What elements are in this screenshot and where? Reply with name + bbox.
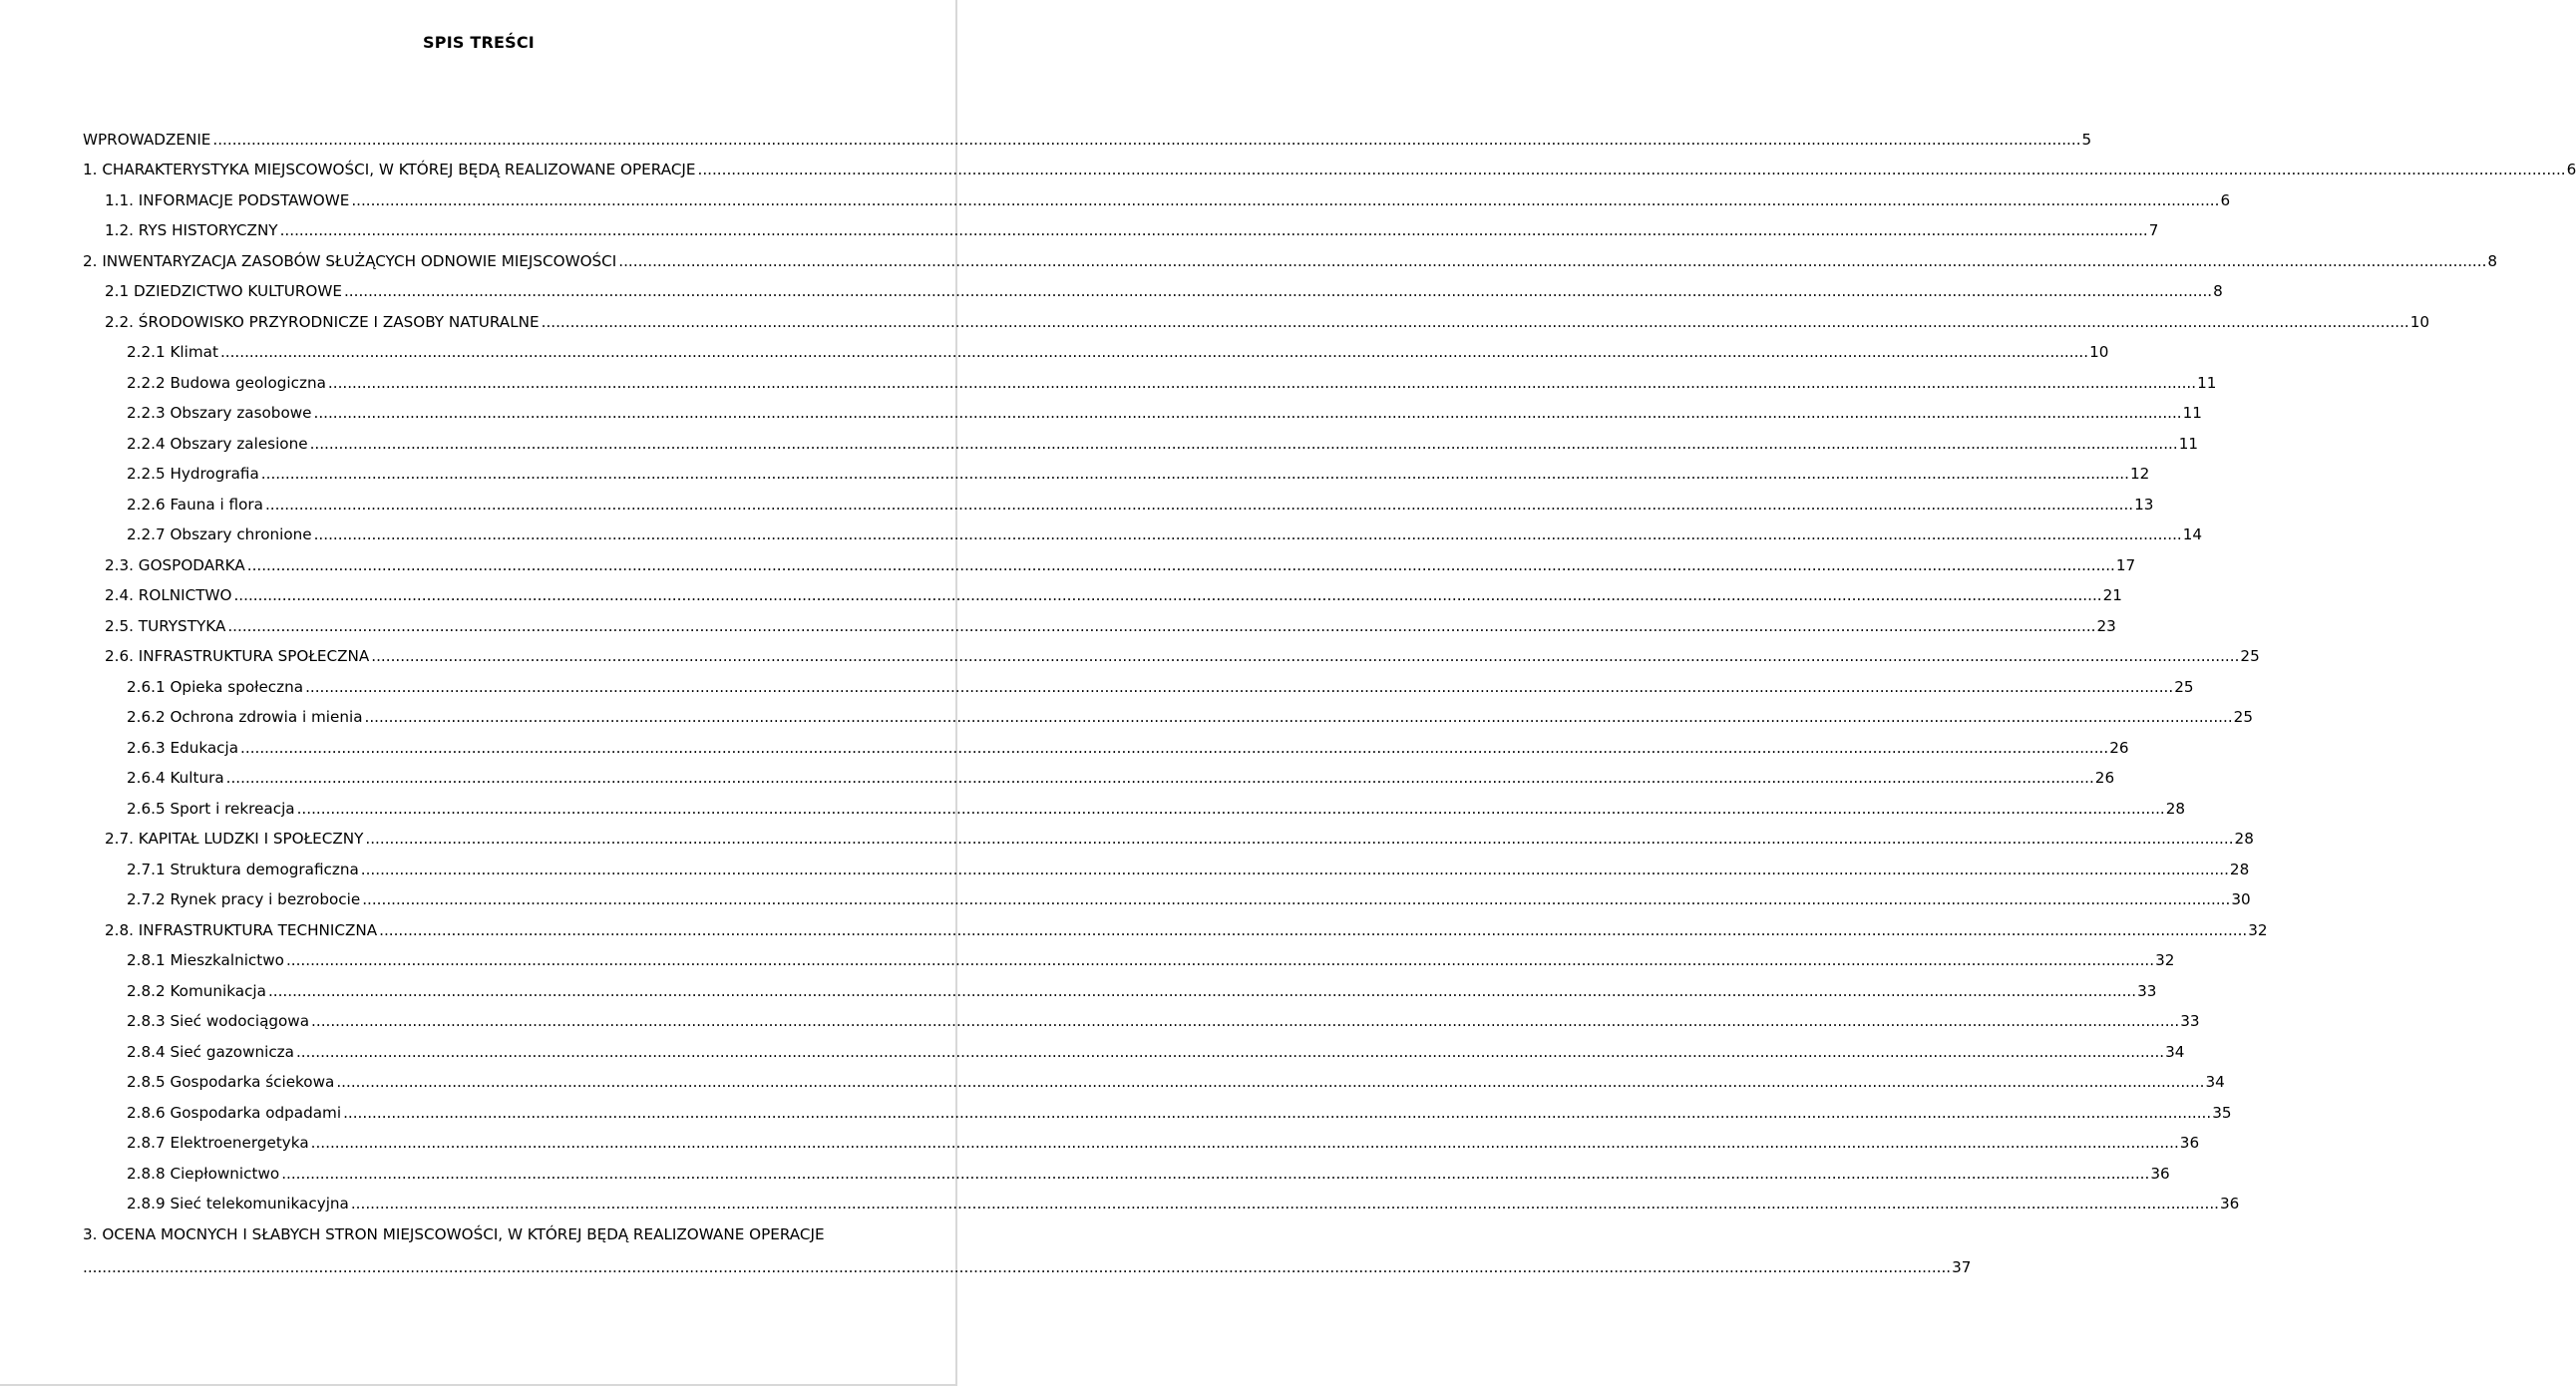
toc-entry-title: 2.8.8 Ciepłownictwo bbox=[127, 1164, 280, 1183]
toc-entry-title: 2. INWENTARYZACJA ZASOBÓW SŁUŻĄCYCH ODNOWIE MIEJSCOWOŚCI bbox=[83, 251, 617, 270]
toc-entry-title: 2.6. INFRASTRUKTURA SPOŁECZNA bbox=[105, 647, 370, 665]
toc-dot-leader: .................................................................................................................................................................................................................................................................................................................................................................................................... bbox=[227, 616, 2096, 635]
toc-dot-leader: .................................................................................................................................................................................................................................................................................................................................................................................................... bbox=[697, 161, 2566, 178]
toc-entry[interactable] bbox=[127, 671, 2194, 702]
toc-entry-title: 1.1. INFORMACJE PODSTAWOWE bbox=[105, 190, 350, 209]
toc-dot-leader: .................................................................................................................................................................................................................................................................................................................................................................................................... bbox=[371, 647, 2240, 665]
toc-entry-page-number: 12 bbox=[2129, 465, 2150, 483]
toc-entry[interactable] bbox=[105, 641, 2260, 672]
toc-entry-title: 2.8.4 Sieć gazownicza bbox=[127, 1042, 294, 1061]
toc-entry[interactable] bbox=[127, 1006, 2200, 1037]
toc-entry-page-number: 26 bbox=[2109, 738, 2129, 757]
toc-dot-leader: .................................................................................................................................................................................................................................................................................................................................................................................................... bbox=[618, 251, 2487, 270]
toc-entry-page-number: 28 bbox=[2165, 799, 2186, 818]
toc-entry-title: 2.8.7 Elektroenergetyka bbox=[127, 1134, 309, 1152]
toc-dot-leader: .................................................................................................................................................................................................................................................................................................................................................................................................... bbox=[313, 525, 2182, 543]
toc-entry-page-number: 34 bbox=[2205, 1073, 2225, 1091]
toc-entry-title: 2.1 DZIEDZICTWO KULTUROWE bbox=[105, 282, 342, 300]
toc-entry-title: 1. CHARAKTERYSTYKA MIEJSCOWOŚCI, W KTÓREJ BĘDĄ REALIZOWANE OPERACJE bbox=[83, 161, 696, 178]
toc-dot-leader: .................................................................................................................................................................................................................................................................................................................................................................................................... bbox=[279, 221, 2148, 239]
toc-entry-title: 2.7.2 Rynek pracy i bezrobocie bbox=[127, 890, 361, 908]
toc-entry[interactable] bbox=[127, 489, 2154, 520]
toc-dot-leader: .................................................................................................................................................................................................................................................................................................................................................................................................... bbox=[267, 981, 2137, 1000]
toc-dot-leader: .................................................................................................................................................................................................................................................................................................................................................................................................... bbox=[350, 1195, 2219, 1213]
toc-entry-page-number: 32 bbox=[2248, 920, 2268, 939]
toc-entry[interactable] bbox=[105, 580, 2122, 611]
toc-entry-page-number: 34 bbox=[2165, 1042, 2185, 1061]
toc-entry-title: 2.2.6 Fauna i flora bbox=[127, 495, 263, 514]
toc-entry-page-number: 28 bbox=[2234, 830, 2254, 848]
toc-entry-page-number: 37 bbox=[1952, 1257, 1972, 1276]
toc-entry-final-title[interactable]: 3. OCENA MOCNYCH I SŁABYCH STRON MIEJSCOWOŚCI, W KTÓREJ BĘDĄ REALIZOWANE OPERACJE bbox=[83, 1224, 825, 1243]
toc-dot-leader: .................................................................................................................................................................................................................................................................................................................................................................................................... bbox=[281, 1164, 2150, 1183]
toc-entry-page-number: 23 bbox=[2096, 616, 2116, 635]
toc-entry-final-leader[interactable] bbox=[83, 1251, 1972, 1282]
toc-entry-page-number: 26 bbox=[2094, 769, 2115, 787]
toc-entry[interactable] bbox=[127, 1158, 2170, 1189]
toc-entry-page-number: 30 bbox=[2231, 890, 2251, 908]
toc-entry-title: 2.8.3 Sieć wodociągowa bbox=[127, 1012, 310, 1030]
toc-entry-page-number: 14 bbox=[2182, 525, 2203, 543]
toc-dot-leader: .................................................................................................................................................................................................................................................................................................................................................................................................... bbox=[305, 677, 2174, 696]
toc-entry[interactable] bbox=[127, 1097, 2232, 1128]
toc-entry-title: 2.8.6 Gospodarka odpadami bbox=[127, 1103, 342, 1122]
toc-dot-leader: .................................................................................................................................................................................................................................................................................................................................................................................................... bbox=[219, 343, 2089, 361]
toc-entry-page-number: 33 bbox=[2180, 1012, 2200, 1030]
toc-entry-title: 2.2.7 Obszary chronione bbox=[127, 525, 312, 543]
toc-entry[interactable] bbox=[127, 732, 2129, 763]
toc-entry-title: 2.7. KAPITAŁ LUDZKI I SPOŁECZNY bbox=[105, 830, 364, 848]
toc-title: SPIS TREŚCI bbox=[423, 33, 535, 52]
toc-dot-leader: .................................................................................................................................................................................................................................................................................................................................................................................................... bbox=[309, 434, 2178, 453]
toc-dot-leader: .................................................................................................................................................................................................................................................................................................................................................................................................... bbox=[246, 555, 2115, 574]
toc-entry[interactable] bbox=[105, 610, 2116, 641]
toc-entry[interactable] bbox=[127, 1067, 2225, 1098]
toc-dot-leader: .................................................................................................................................................................................................................................................................................................................................................................................................... bbox=[240, 738, 2109, 757]
toc-entry[interactable] bbox=[127, 884, 2251, 915]
toc-entry-title: 2.8. INFRASTRUKTURA TECHNICZNA bbox=[105, 920, 378, 939]
toc-entry-title: 2.3. GOSPODARKA bbox=[105, 555, 245, 574]
toc-dot-leader: .................................................................................................................................................................................................................................................................................................................................................................................................... bbox=[212, 130, 2081, 149]
toc-entry[interactable] bbox=[127, 702, 2253, 733]
toc-entry[interactable] bbox=[127, 763, 2115, 794]
toc-entry[interactable] bbox=[105, 276, 2223, 307]
toc-entry-page-number: 8 bbox=[2213, 282, 2223, 300]
toc-entry-title: 2.6.5 Sport i rekreacja bbox=[127, 799, 295, 818]
toc-dot-leader: .................................................................................................................................................................................................................................................................................................................................................................................................... bbox=[285, 951, 2155, 969]
toc-entry-page-number: 35 bbox=[2212, 1103, 2232, 1122]
toc-dot-leader: .................................................................................................................................................................................................................................................................................................................................................................................................... bbox=[313, 404, 2182, 422]
toc-entry-title: 2.2. ŚRODOWISKO PRZYRODNICZE I ZASOBY NATURALNE bbox=[105, 312, 540, 331]
toc-dot-leader: .................................................................................................................................................................................................................................................................................................................................................................................................... bbox=[343, 282, 2213, 300]
toc-entry-page-number: 13 bbox=[2134, 495, 2154, 514]
toc-entry-title: 2.2.4 Obszary zalesione bbox=[127, 434, 308, 453]
toc-entry[interactable] bbox=[105, 215, 2159, 246]
toc-entry-page-number: 10 bbox=[2089, 343, 2109, 361]
toc-dot-leader: .................................................................................................................................................................................................................................................................................................................................................................................................... bbox=[327, 373, 2197, 392]
toc-entry-title: 1.2. RYS HISTORYCZNY bbox=[105, 221, 278, 239]
toc-entry-page-number: 11 bbox=[2182, 404, 2202, 422]
toc-entry[interactable] bbox=[127, 1036, 2185, 1067]
toc-entry-page-number: 10 bbox=[2409, 312, 2430, 331]
toc-dot-leader: .................................................................................................................................................................................................................................................................................................................................................................................................... bbox=[379, 920, 2248, 939]
toc-entry-title: 2.7.1 Struktura demograficzna bbox=[127, 860, 359, 878]
toc-entry-page-number: 11 bbox=[2178, 434, 2199, 453]
toc-entry-page-number: 6 bbox=[2220, 190, 2231, 209]
toc-dot-leader: .................................................................................................................................................................................................................................................................................................................................................................................................... bbox=[295, 1042, 2165, 1061]
toc-entry-page-number: 8 bbox=[2487, 251, 2498, 270]
toc-entry[interactable] bbox=[127, 975, 2157, 1006]
toc-entry[interactable] bbox=[127, 793, 2186, 824]
toc-entry-title: 2.2.1 Klimat bbox=[127, 343, 218, 361]
toc-entry[interactable] bbox=[127, 459, 2150, 490]
toc-entry-title: 2.6.1 Opieka społeczna bbox=[127, 677, 304, 696]
toc-entry[interactable] bbox=[127, 337, 2109, 368]
toc-dot-leader: .................................................................................................................................................................................................................................................................................................................................................................................................... bbox=[83, 1257, 1952, 1276]
toc-dot-leader: .................................................................................................................................................................................................................................................................................................................................................................................................... bbox=[336, 1073, 2205, 1091]
toc-entry-page-number: 25 bbox=[2174, 677, 2194, 696]
toc-entry[interactable] bbox=[105, 306, 2430, 337]
toc-entry[interactable] bbox=[127, 945, 2175, 976]
toc-dot-leader: .................................................................................................................................................................................................................................................................................................................................................................................................... bbox=[310, 1134, 2179, 1152]
toc-dot-leader: .................................................................................................................................................................................................................................................................................................................................................................................................... bbox=[362, 890, 2231, 908]
toc-entry-title: 2.2.3 Obszary zasobowe bbox=[127, 404, 312, 422]
toc-entry[interactable] bbox=[83, 155, 2576, 185]
toc-dot-leader: .................................................................................................................................................................................................................................................................................................................................................................................................... bbox=[260, 465, 2129, 483]
toc-dot-leader: .................................................................................................................................................................................................................................................................................................................................................................................................... bbox=[360, 860, 2229, 878]
toc-entry[interactable] bbox=[127, 1128, 2200, 1159]
toc-entry[interactable] bbox=[127, 367, 2217, 398]
toc-entry-title: 2.2.5 Hydrografia bbox=[127, 465, 259, 483]
toc-entry-title: 2.8.1 Mieszkalnictwo bbox=[127, 951, 284, 969]
toc-entry-page-number: 11 bbox=[2197, 373, 2217, 392]
toc-entry-page-number: 6 bbox=[2566, 161, 2576, 178]
toc-entry-page-number: 36 bbox=[2220, 1195, 2240, 1213]
toc-dot-leader: .................................................................................................................................................................................................................................................................................................................................................................................................... bbox=[233, 586, 2102, 604]
toc-entry-page-number: 33 bbox=[2137, 981, 2157, 1000]
toc-entry-title: 2.2.2 Budowa geologiczna bbox=[127, 373, 326, 392]
toc-entry-page-number: 28 bbox=[2229, 860, 2250, 878]
toc-entry[interactable] bbox=[127, 428, 2199, 459]
toc-entry[interactable] bbox=[127, 854, 2250, 884]
toc-dot-leader: .................................................................................................................................................................................................................................................................................................................................................................................................... bbox=[365, 830, 2234, 848]
toc-entry-title: 2.8.9 Sieć telekomunikacyjna bbox=[127, 1195, 349, 1213]
toc-entry[interactable] bbox=[105, 824, 2254, 855]
toc-dot-leader: .................................................................................................................................................................................................................................................................................................................................................................................................... bbox=[351, 190, 2220, 209]
toc-entry-title: 2.8.5 Gospodarka ściekowa bbox=[127, 1073, 335, 1091]
toc-entry-page-number: 36 bbox=[2150, 1164, 2170, 1183]
toc-entry[interactable] bbox=[83, 245, 2498, 276]
toc-dot-leader: .................................................................................................................................................................................................................................................................................................................................................................................................... bbox=[296, 799, 2165, 818]
toc-entry-page-number: 25 bbox=[2233, 708, 2253, 726]
toc-entry-title: WPROWADZENIE bbox=[83, 130, 211, 149]
toc-entry[interactable] bbox=[105, 184, 2231, 215]
toc-entry-title: 2.6.3 Edukacja bbox=[127, 738, 239, 757]
toc-dot-leader: .................................................................................................................................................................................................................................................................................................................................................................................................... bbox=[225, 769, 2094, 787]
toc-dot-leader: .................................................................................................................................................................................................................................................................................................................................................................................................... bbox=[343, 1103, 2212, 1122]
toc-entry[interactable] bbox=[127, 398, 2202, 429]
toc-dot-leader: .................................................................................................................................................................................................................................................................................................................................................................................................... bbox=[541, 312, 2409, 331]
toc-entry-page-number: 36 bbox=[2179, 1134, 2200, 1152]
toc-dot-leader: .................................................................................................................................................................................................................................................................................................................................................................................................... bbox=[364, 708, 2233, 726]
toc-entry-page-number: 7 bbox=[2148, 221, 2159, 239]
toc-entry-title: 2.6.2 Ochrona zdrowia i mienia bbox=[127, 708, 363, 726]
toc-entry-page-number: 21 bbox=[2102, 586, 2122, 604]
toc-entry-title: 2.4. ROLNICTWO bbox=[105, 586, 232, 604]
toc-entry[interactable] bbox=[83, 124, 2092, 155]
toc-entry[interactable] bbox=[127, 1189, 2240, 1219]
toc-entry-page-number: 5 bbox=[2081, 130, 2092, 149]
toc-entry-title: 2.8.2 Komunikacja bbox=[127, 981, 266, 1000]
toc-entry-title: 2.6.4 Kultura bbox=[127, 769, 224, 787]
toc-entry[interactable] bbox=[127, 520, 2203, 550]
toc-entry[interactable] bbox=[105, 914, 2268, 945]
toc-entry[interactable] bbox=[105, 549, 2136, 580]
toc-entry-page-number: 17 bbox=[2115, 555, 2136, 574]
toc-dot-leader: .................................................................................................................................................................................................................................................................................................................................................................................................... bbox=[264, 495, 2134, 514]
toc-dot-leader: .................................................................................................................................................................................................................................................................................................................................................................................................... bbox=[311, 1012, 2180, 1030]
toc-entry-page-number: 25 bbox=[2240, 647, 2260, 665]
toc-entry-title: 2.5. TURYSTYKA bbox=[105, 616, 226, 635]
toc-entry-page-number: 32 bbox=[2155, 951, 2175, 969]
